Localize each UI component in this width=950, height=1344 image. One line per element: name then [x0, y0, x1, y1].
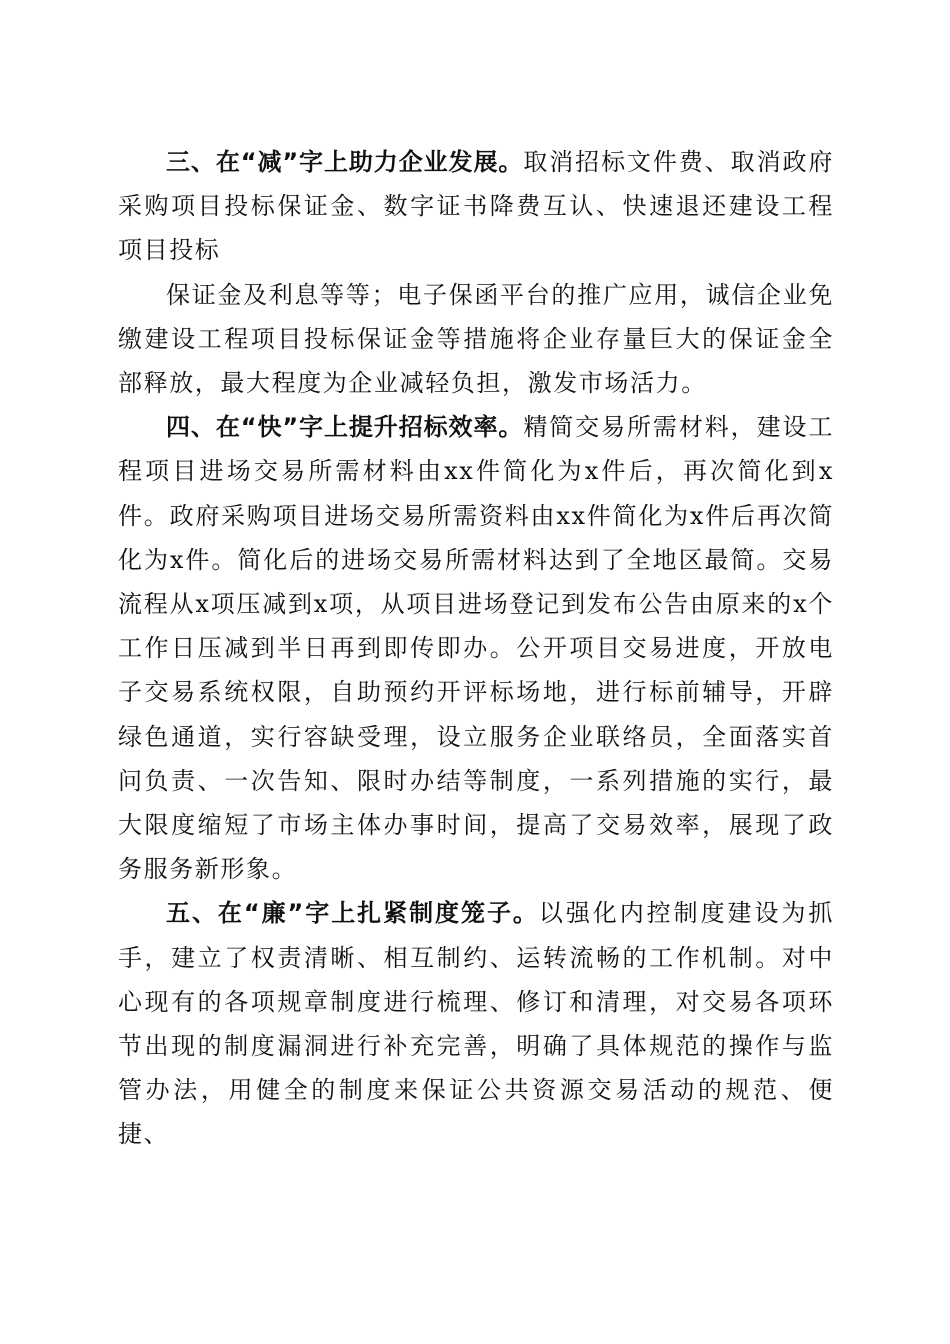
- paragraph-heading: 四、在“快”字上提升招标效率。: [166, 413, 524, 442]
- paragraph-reduce-continued: [118, 273, 834, 406]
- paragraph-heading: 三、在“减”字上助力企业发展。: [166, 148, 524, 176]
- paragraph-integrity: [118, 891, 834, 1156]
- paragraph-text: 保证金及利息等等；电子保函平台的推广应用，诚信企业免缴建设工程项目投标保证金等措施将企业存量巨大的保证金全部释放，最大程度为企业减轻负担，激发市场活力。: [118, 280, 834, 398]
- paragraph-speed: [118, 405, 834, 891]
- paragraph-reduce: [118, 140, 834, 273]
- document-body: [118, 140, 834, 1157]
- paragraph-text: 取消招标文件费、取消政府采购项目投标保证金、数字证书降费互认、快速退还建设工程项目投标: [118, 148, 835, 265]
- paragraph-text: 精简交易所需材料，建设工程项目进场交易所需材料由xx件简化为x件后，再次简化到x件。政府采购项目进场交易所需资料由xx件简化为x件后再次简化为x件。简化后的进场交易所需材料达到了全地区最简。交易流程从x项压减到x项，从项目进场登记到发布公告由原来的x个工作日压减到半日再到即传即办。公开项目交易进度，开放电子交易系统权限，自助预约开评标场地，进行标前辅导，开辟绿色通道，实行容缺受理，设立服务企业联络员，全面落实首问负责、一次告知、限时办结等制度，一系列措施的实行，最大限度缩短了市场主体办事时间，提高了交易效率，展现了政务服务新形象。: [118, 413, 835, 884]
- paragraph-text: 以强化内控制度建设为抓手，建立了权责清晰、相互制约、运转流畅的工作机制。对中心现有的各项规章制度进行梳理、修订和清理，对交易各项环节出现的制度漏洞进行补充完善，明确了具体规范的操作与监管办法，用健全的制度来保证公共资源交易活动的规范、便捷、: [118, 899, 834, 1149]
- paragraph-heading: 五、在“廉”字上扎紧制度笼子。: [166, 899, 539, 928]
